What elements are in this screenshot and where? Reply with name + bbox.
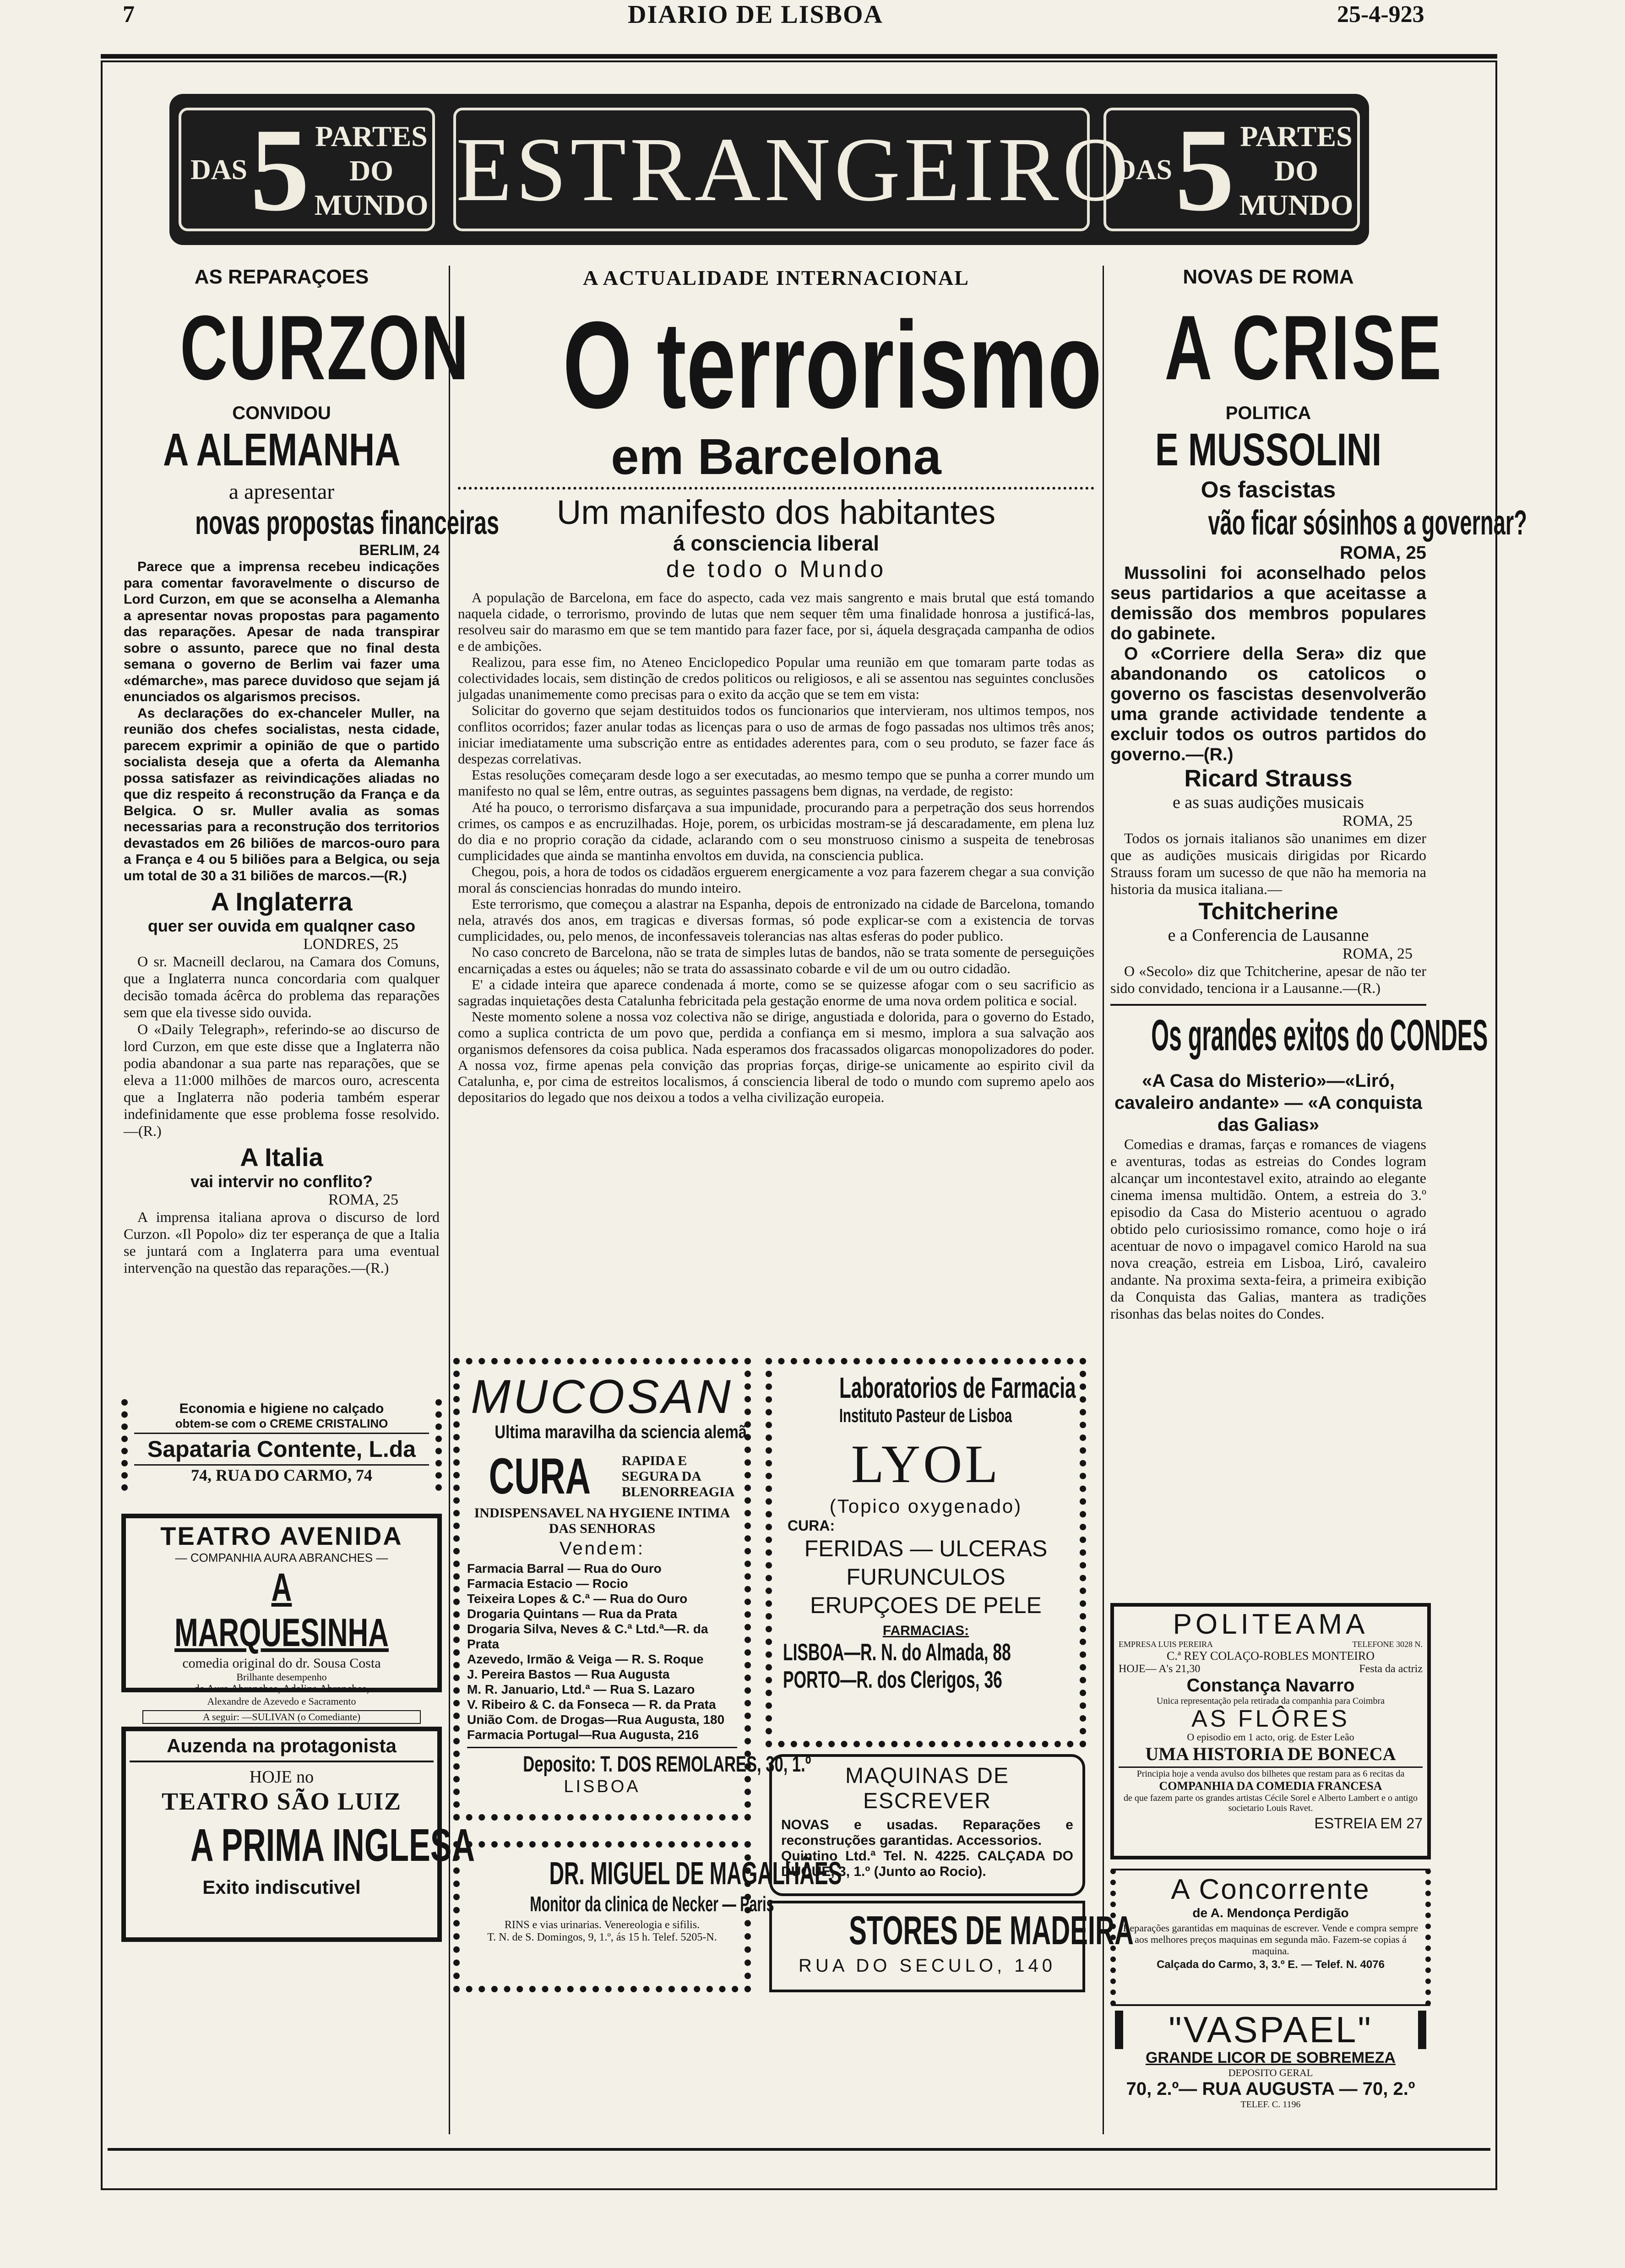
subhead: e a Conferencia de Lausanne: [1168, 926, 1369, 945]
subhead: POLITICA: [1225, 403, 1311, 423]
ad-teatro-sao-luiz: Auzenda na protagonista HOJE no TEATRO SÃO LUIZ A PRIMA INGLESA Exito indiscutivel: [121, 1727, 442, 1942]
column-rule-2: [1103, 266, 1104, 2134]
dateline: ROMA, 25: [1340, 543, 1426, 563]
ad-maquinas-escrever: MAQUINAS DE ESCREVER NOVAS e usadas. Reparações e reconstruções garantidas. Accessorios. Quintino Ltd.ª Tel. N. 4225. CALÇADA DO DUQUE, 3, 1.º (Junto ao Rocio).: [769, 1754, 1085, 1896]
subhead: vão ficar sósinhos a governar?: [1208, 503, 1527, 542]
ad-vaspael: "VASPAEL" GRANDE LICOR DE SOBREMEZA DEPOSITO GERAL 70, 2.º— RUA AUGUSTA — 70, 2.º TELEF. C. 1196: [1110, 2011, 1431, 2102]
kicker: AS REPARAÇOES: [194, 266, 369, 288]
banner-title: ESTRANGEIRO: [453, 108, 1090, 231]
subhead: e as suas audições musicais: [1173, 793, 1364, 812]
paragraph: Parece que a imprensa recebeu indicações para comentar favoravelmente o discurso de Lord Curzon, em que se aconselha a Alemanha a apresentar novas propostas para pagamento das reparações. Apesar de nada transpirar sobre o assunto, parece que no final desta semana o governo de Berlim vai fazer uma «démarche», mas parece duvidoso que sejam já enunciados os algarismos precisos.: [124, 559, 440, 704]
article-crise: [1110, 266, 1527, 1322]
headline: O terrorismo: [562, 296, 1102, 434]
headline: Os grandes exitos do CONDES: [1151, 1011, 1488, 1060]
subhead: em Barcelona: [611, 429, 941, 485]
shop-list-item: Azevedo, Irmão & Veiga — R. S. Roque: [467, 1652, 704, 1666]
subhead: quer ser ouvida em qualqner caso: [147, 916, 416, 935]
subhead: Os fascistas: [1201, 477, 1336, 502]
paragraph: Neste momento solene a nossa voz colectiva não se dirige, angustiada e dolorida, para o governo do Estado, como a suplica contricta de um povo que, perdida a confiança em si mesmo, implora a sua salvação aos organismos defensores da coisa publica. Nada esperamos dos fracassados oligarcas monopolizadores do poder. A nossa voz, firme apenas pela convição das proprias forças, dirige-se unicamente ao espirito civil da Catalunha, e, por cima de estreitos localismos, á consciencia liberal de todo o mundo com supremo apelo aos depositarios do legado que nos deixou a todos a velha civilização europeia.: [458, 1009, 1094, 1106]
paragraph: O «Corriere della Sera» diz que abandonando os catolicos o governo os fascistas desenvolverão uma grande actividade tendente a excluir todos os outros partidos do governo.—(R.): [1110, 644, 1426, 764]
subhead: Um manifesto dos habitantes: [556, 493, 996, 531]
shop-list-item: União Com. de Drogas—Rua Augusta, 180: [467, 1712, 725, 1727]
subhead-big: A ALEMANHA: [163, 424, 401, 475]
headline: A CRISE: [1164, 297, 1444, 399]
paragraph: O «Daily Telegraph», referindo-se ao discurso de lord Curzon, em que este disse que a Inglaterra não podia abandonar a sua parte nas reparações, que se eleva a 11:000 milhões de marcos ouro, acrescenta que a Inglaterra não poderia também esperar indefinidamente que esse problema fosse resolvido.—(R.): [124, 1021, 440, 1139]
issue-date: 25-4-923: [1337, 1, 1424, 27]
paragraph: Todos os jornais italianos são unanimes em dizer que as audições musicais dirigidas por Ricardo Strauss foram um sucesso de que não ha memoria na historia da musica italiana.—: [1110, 830, 1426, 897]
paragraph: As declarações do ex-chanceler Muller, na reunião dos chefes socialistas, nesta cidade, parecem exprimir a opinião de que o partido socialista deseja que a oferta da Alemanha possa satisfazer as reivindicações aliadas no que diz respeito á reconstrução da França e da Belgica. O sr. Muller avalia as somas necessarias para a reconstrução dos territorios devastados em 26 biliões de marcos-ouro para a França e 4 ou 5 biliões para a Belgica, ou seja um total de 30 a 31 biliões de marcos.—(R.): [124, 705, 440, 883]
shop-list-item: Farmacia Portugal—Rua Augusta, 216: [467, 1728, 699, 1742]
kicker: NOVAS DE ROMA: [1183, 266, 1354, 288]
ad-politeama: POLITEAMA EMPRESA LUIS PEREIRA TELEFONE 3028 N. C.ª REY COLAÇO-ROBLES MONTEIRO HOJE— A's 21,30 Festa da actriz Constança Navarro Unica representação pela retirada da companhia para Coimbra AS FLÔRES O episodio em 1 acto, orig. de Ester Leão UMA HISTORIA DE BONECA Principia hoje a venda avulso dos bilhetes que restam para as 6 recitas da COMPANHIA DA COMEDIA FRANCESA de que fazem parte os grandes artistas Cécile Sorel e Alberto Lambert e o antigo societario Louis Ravet. ESTREIA EM 27: [1110, 1603, 1431, 1859]
paragraph: Realizou, para esse fim, no Ateneo Enciclopedico Popular uma reunião em que tomaram parte todas as colectividades locais, sem distinção de credos politicos ou religiosos, e ali se assentou nas seguintes conclusões julgadas unanimemente como precisas para o exito da acção que se tem em vista:: [458, 654, 1094, 703]
subhead: a apresentar: [228, 480, 335, 504]
kicker: A ACTUALIDADE INTERNACIONAL: [583, 266, 969, 289]
shop-list-item: Drogaria Silva, Neves & C.ª Ltd.ª—R. da Prata: [467, 1622, 708, 1651]
subhead: novas propostas financeiras: [195, 505, 500, 541]
subhead: Ricard Strauss: [1184, 765, 1353, 792]
dateline: ROMA, 25: [1342, 945, 1413, 962]
ad-lyol: Laboratorios de Farmacia Instituto Pasteur de Lisboa LYOL (Topico oxygenado) CURA: FERIDAS — ULCERAS FURUNCULOS ERUPÇOES DE PELE FARMACIAS: LISBOA—R. N. do Almada, 88 PORTO—R. dos Clerigos, 36: [766, 1358, 1086, 1747]
headline: CURZON: [180, 297, 470, 399]
shop-list-item: V. Ribeiro & C. da Fonseca — R. da Prata: [467, 1697, 716, 1712]
ad-sapataria: Economia e higiene no calçado obtem-se com o CREME CRISTALINO Sapataria Contente, L.da 74, RUA DO CARMO, 74: [121, 1399, 442, 1491]
shop-list-item: Farmacia Estacio — Rocio: [467, 1576, 628, 1591]
dateline: ROMA, 25: [1342, 812, 1413, 829]
footer-rule: [108, 2148, 1490, 2151]
paragraph: Este terrorismo, que começou a alastrar na Espanha, depois de entronizado na cidade de Barcelona, tomando nela, através dos anos, em tragicas e diversas formas, só pode explicar-se com a existencia de torvas cumplicidades, ou, pelo menos, de inconfessaveis tolerancias nas altas esferas do poder publico.: [458, 895, 1094, 944]
ad-mucosan: MUCOSAN Ultima maravilha da sciencia alemã CURA RAPIDA E SEGURA DA BLENORREAGIA INDISPENSAVEL NA HYGIENE INTIMA DAS SENHORAS Vendem: Farmacia Barral — Rua do Ouro Farmacia Estacio — Rocio Teixeira Lopes & C.ª — Rua do Ouro Drogaria Quintans — Rua da Prata Drogaria Silva, Neves & C.ª Ltd.ª—R. da Prata Azevedo, Irmão & Veiga — R. S. Roque J. Pereira Bastos — Rua Augusta M. R. Januario, Ltd.ª — Rua S. Lazaro V. Ribeiro & C. da Fonseca — R. da Prata União Com. de Drogas—Rua Augusta, 180 Farmacia Portugal—Rua Augusta, 216 Deposito: T. DOS REMOLARES, 30, 1.º LISBOA: [453, 1358, 751, 1821]
subhead: A Inglaterra: [211, 887, 353, 916]
paragraph: Chegou, pois, a hora de todos os cidadãos erguerem energicamente a voz para fazerem chegar a sua convição moral ás consciencias honradas do mundo inteiro.: [458, 863, 1094, 896]
subhead-big: E MUSSOLINI: [1155, 424, 1382, 475]
subhead: Tchitcherine: [1198, 898, 1338, 925]
paragraph: E' a cidade inteira que aparece condenada á morte, como se se quizesse afogar com o seu sacrificio as sagradas inquietações desta Catalunha febricitada pela gestação enorme de uma nova ordem politica e social.: [458, 976, 1094, 1009]
shop-list-item: Farmacia Barral — Rua do Ouro: [467, 1561, 662, 1576]
ornament-rule: [458, 487, 1094, 490]
paragraph: O sr. Macneill declarou, na Camara dos Comuns, que a Inglaterra nunca concordaria com qualquer decisão tomada ácêrca do problema das reparações sem que ela tivesse sido ouvida.: [124, 953, 440, 1020]
shop-list-item: Drogaria Quintans — Rua da Prata: [467, 1607, 677, 1621]
subhead: vai intervir no conflito?: [190, 1172, 373, 1191]
subhead: de todo o Mundo: [666, 556, 886, 583]
ad-a-concorrente: A Concorrente de A. Mendonça Perdigão Reparações garantidas em maquinas de escrever. Vende e compra sempre aos melhores preços maquinas em segunda mão. Fazem-se copias á maquina. Calçada do Carmo, 3, 3.º E. — Telef. N. 4076: [1110, 1869, 1431, 2006]
paragraph: No caso concreto de Barcelona, não se trata de simples lutas de bandos, não se trata somente de perseguições encarniçadas a estes ou áqueles; não se trata do assassinato cobarde e vil de um ou outro cidadão.: [458, 944, 1094, 976]
paragraph: O «Secolo» diz que Tchitcherine, apesar de não ter sido convidado, tenciona ir a Lausanne.—(R.): [1110, 963, 1426, 996]
article-curzon: [124, 266, 500, 1276]
paragraph: A imprensa italiana aprova o discurso de lord Curzon. «Il Popolo» diz ter esperança de que a Italia se juntará com a Inglaterra para uma eventual intervenção na questão das reparações.—(R.): [124, 1209, 440, 1276]
dateline: BERLIM, 24: [359, 542, 440, 558]
dateline: LONDRES, 25: [303, 936, 398, 953]
shop-list-item: Teixeira Lopes & C.ª — Rua do Ouro: [467, 1592, 688, 1606]
paragraph: Até ha pouco, o terrorismo disfarçava a sua impunidade, procurando para a perpetração dos seus horrendos crimes, os campos e as encruzilhadas. Hoje, porem, os urbicidas mostram-se já descaradamente, em plena luz do dia e no proprio coração da cidade, aclarando com o seu monstruoso cinismo a suspeita de tenebrosas cumplicidades que ainda se mantinha envoltos em duvida, na consciencia publica.: [458, 799, 1094, 864]
shop-list-item: J. Pereira Bastos — Rua Augusta: [467, 1667, 670, 1681]
subhead: «A Casa do Misterio»—«Liró, cavaleiro andante» — «A conquista das Galias»: [1114, 1071, 1423, 1135]
paragraph: Solicitar do governo que sejam destituidos todos os funcionarios que intervieram, nos ultimos tempos, nos conflitos ocorridos; fazer anular todas as licenças para o uso de armas de fogo passadas nos ultimos três anos; iniciar imediatamente uma subscrição entre as entidades aderentes para, com o seu produto, se fazer face ás despezas correlativas.: [458, 702, 1094, 767]
subhead: A Italia: [240, 1143, 323, 1172]
section-banner: [169, 94, 1369, 245]
banner-right-badge: DAS 5 PARTES DO MUNDO: [1103, 108, 1360, 231]
subhead: CONVIDOU: [232, 403, 331, 423]
dateline: ROMA, 25: [328, 1191, 398, 1208]
header-rule: [101, 54, 1497, 59]
banner-left-badge: DAS 5 PARTES DO MUNDO: [179, 108, 435, 231]
shop-list-item: M. R. Januario, Ltd.ª — Rua S. Lazaro: [467, 1682, 695, 1696]
ad-dr-miguel-magalhaes: DR. MIGUEL DE MAGALHÃES Monitor da clinica de Necker — Paris RINS e vias urinarias. Venereologia e sifilis. T. N. de S. Domingos, 9, 1.º, ás 15 h. Telef. 5205-N.: [453, 1841, 751, 1992]
paragraph: Comedias e dramas, farças e romances de viagens e aventuras, todas as estreias do Condes logram alcançar um incontestavel exito, atraindo ao elegante cinema imensa multidão. Ontem, a estreia do 3.º episodio da Casa do Misterio acentuou o agrado obtido pelo curiosissimo romance, como hoje o irá acentuar de novo o impagavel comico Harold na sua nova creação, estreia em Lisboa, Liró, cavaleiro andante. Na proxima sexta-feira, a primeira exibição da Conquista das Galias, mantera as tradições risonhas das belas noites do Condes.: [1110, 1136, 1426, 1322]
newspaper-title: DIARIO DE LISBOA: [628, 0, 883, 29]
page-number: 7: [123, 1, 135, 27]
article-terrorismo: [458, 266, 1102, 1106]
paragraph: A população de Barcelona, em face do aspecto, cada vez mais sangrento e mais brutal que está tomando naquela cidade, o terrorismo, provindo de lutas que nem sequer têm uma finalidade honrosa a justificá-las, resolveu sair do marasmo em que se tem mantido para fazer face, por si, áquela desgraçada campanha de odios e de ambições.: [458, 589, 1094, 654]
ad-stores-madeira: STORES DE MADEIRA RUA DO SECULO, 140: [769, 1901, 1085, 1992]
subhead: á consciencia liberal: [673, 531, 879, 555]
ad-teatro-avenida: TEATRO AVENIDA — COMPANHIA AURA ABRANCHES — A MARQUESINHA comedia original do dr. Sousa Costa Brilhante desempenho de Aura Abranches, Adelina Abranches, Alexandre de Azevedo e Sacramento A seguir: —SULIVAN (o Comediante): [121, 1514, 442, 1692]
paragraph: Estas resoluções começaram desde logo a ser executadas, ao mesmo tempo que se punha a correr mundo um manifesto no qual se lêm, entre outras, as seguintes passagens bem dignas, na verdade, de registo:: [458, 767, 1094, 799]
paragraph: Mussolini foi aconselhado pelos seus partidarios a que aceitasse a demissão dos membros populares do gabinete.: [1110, 563, 1426, 643]
